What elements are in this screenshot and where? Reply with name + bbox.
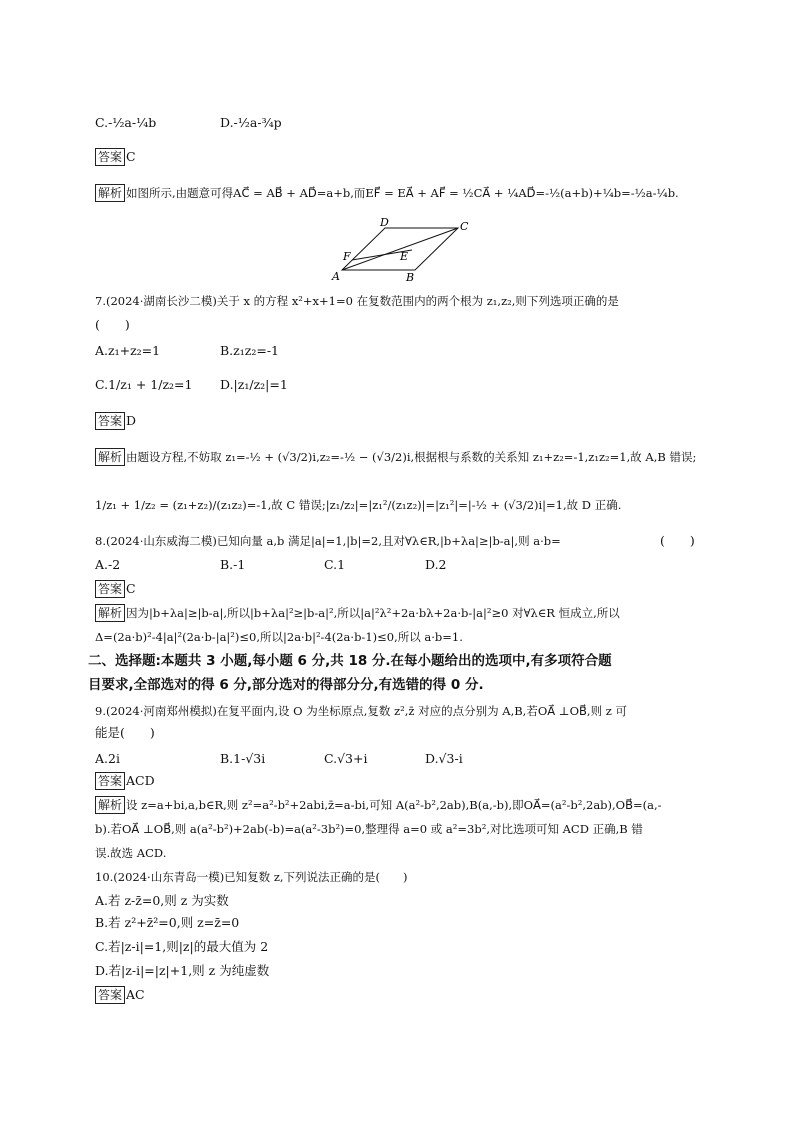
q9-option-c: C.√3+i [324, 751, 368, 766]
parallelogram-figure [330, 218, 470, 282]
q7-option-d: D.|z₁/z₂|=1 [220, 377, 288, 392]
q8-answer-value: C [126, 581, 136, 596]
q6-option-c: C.-½a-¼b [95, 115, 157, 130]
label-e: E [400, 250, 409, 263]
analysis-tag: 解析 [95, 796, 125, 814]
q7-option-c: C.1/z₁ + 1/z₂=1 [95, 377, 193, 392]
q10-option-b: B.若 z²+z̄²=0,则 z=z̄=0 [95, 915, 240, 930]
q8-option-d: D.2 [425, 557, 447, 572]
diagonal-ac [342, 228, 458, 270]
q9-analysis-line2: b).若OA⃗ ⊥OB⃗,则 a(a²-b²)+2ab(-b)=a(a²-3b²)=0,整理得 a=0 或 a²=3b²,对比选项可知 ACD 正确,B 错 [95, 822, 643, 836]
q7-stem-line2: ( ) [95, 317, 130, 332]
q8-paren: ( ) [660, 533, 695, 548]
q8-option-c: C.1 [324, 557, 346, 572]
answer-tag: 答案 [95, 412, 125, 430]
q9-option-d: D.√3-i [425, 751, 463, 766]
q6-analysis [95, 184, 679, 202]
section-heading-line1: 二、选择题:本题共 3 小题,每小题 6 分,共 18 分.在每小题给出的选项中,有多项符合题 [88, 653, 612, 669]
q8-option-b: B.-1 [220, 557, 246, 572]
q10-option-d: D.若|z-i|=|z|+1,则 z 为纯虚数 [95, 963, 270, 978]
q8-analysis-line2: Δ=(2a·b)²-4|a|²(2a·b-|a|²)≤0,所以|2a·b|²-4(2a·b-1)≤0,所以 a·b=1. [95, 630, 463, 644]
q7-analysis-line2: 1/z₁ + 1/z₂ = (z₁+z₂)/(z₁z₂)=-1,故 C 错误;|z₁/z₂|=|z₁²/(z₁z₂)|=|z₁²|=|-½ + (√3/2)i|=1,故 D 正确. [95, 498, 622, 512]
q7-analysis-line1 [95, 448, 696, 466]
q8-answer [95, 580, 136, 598]
q7-option-a: A.z₁+z₂=1 [95, 343, 161, 358]
q9-analysis-line3: 误.故选 ACD. [95, 846, 167, 860]
analysis-tag: 解析 [95, 604, 125, 622]
answer-tag: 答案 [95, 986, 125, 1004]
q10-answer-value: AC [126, 987, 145, 1002]
answer-tag: 答案 [95, 580, 125, 598]
q7-stem-line1: 7.(2024·湖南长沙二模)关于 x 的方程 x²+x+1=0 在复数范围内的两个根为 z₁,z₂,则下列选项正确的是 [95, 294, 619, 308]
q6-option-d: D.-½a-¾p [220, 115, 282, 130]
q10-answer [95, 986, 145, 1004]
label-a: A [332, 270, 340, 282]
section-heading-line2: 目要求,全部选对的得 6 分,部分选对的得部分分,有选错的得 0 分. [88, 677, 484, 693]
answer-tag: 答案 [95, 148, 125, 166]
q7-answer [95, 412, 136, 430]
q6-answer [95, 148, 136, 166]
q7-answer-value: D [126, 413, 137, 428]
label-c: C [460, 220, 469, 233]
q8-stem: 8.(2024·山东威海二模)已知向量 a,b 满足|a|=1,|b|=2,且对∀λ∈R,|b+λa|≥|b-a|,则 a·b= [95, 534, 561, 548]
q9-analysis-line1 [95, 796, 662, 814]
q7-analysis-text1: 由题设方程,不妨取 z₁=-½ + (√3/2)i,z₂=-½ − (√3/2)i,根据根与系数的关系知 z₁+z₂=-1,z₁z₂=1,故 A,B 错误; [126, 450, 697, 464]
q9-answer-value: ACD [126, 773, 155, 788]
answer-tag: 答案 [95, 772, 125, 790]
q9-stem-line1: 9.(2024·河南郑州模拟)在复平面内,设 O 为坐标原点,复数 z²,z̄ 对应的点分别为 A,B,若OA⃗ ⊥OB⃗,则 z 可 [95, 704, 627, 718]
analysis-tag: 解析 [95, 448, 125, 466]
q6-analysis-text: 如图所示,由题意可得AC⃗ = AB⃗ + AD⃗=a+b,而EF⃗ = EA⃗ + AF⃗ = ½CA⃗ + ¼AD⃗=-½(a+b)+¼b=-½a-¼b. [126, 186, 679, 200]
analysis-tag: 解析 [95, 184, 125, 202]
q10-option-a: A.若 z-z̄=0,则 z 为实数 [95, 893, 229, 908]
q7-option-b: B.z₁z₂=-1 [220, 343, 280, 358]
label-d: D [380, 218, 389, 229]
label-f: F [343, 250, 351, 263]
q10-option-c: C.若|z-i|=1,则|z|的最大值为 2 [95, 939, 269, 954]
label-b: B [406, 271, 415, 282]
q10-stem: 10.(2024·山东青岛一模)已知复数 z,下列说法正确的是( ) [95, 870, 408, 884]
q9-option-b: B.1-√3i [220, 751, 266, 766]
q8-option-a: A.-2 [95, 557, 121, 572]
q8-analysis-text1: 因为|b+λa|≥|b-a|,所以|b+λa|²≥|b-a|²,所以|a|²λ²+2a·bλ+2a·b-|a|²≥0 对∀λ∈R 恒成立,所以 [126, 606, 620, 620]
q9-option-a: A.2i [95, 751, 120, 766]
q9-answer [95, 772, 155, 790]
q8-analysis-line1 [95, 604, 620, 622]
q6-answer-value: C [126, 149, 136, 164]
q9-analysis-text1: 设 z=a+bi,a,b∈R,则 z²=a²-b²+2abi,z̄=a-bi,可知 A(a²-b²,2ab),B(a,-b),即OA⃗=(a²-b²,2ab),OB⃗=(a,- [126, 798, 662, 812]
q9-stem-line2: 能是( ) [95, 725, 155, 740]
